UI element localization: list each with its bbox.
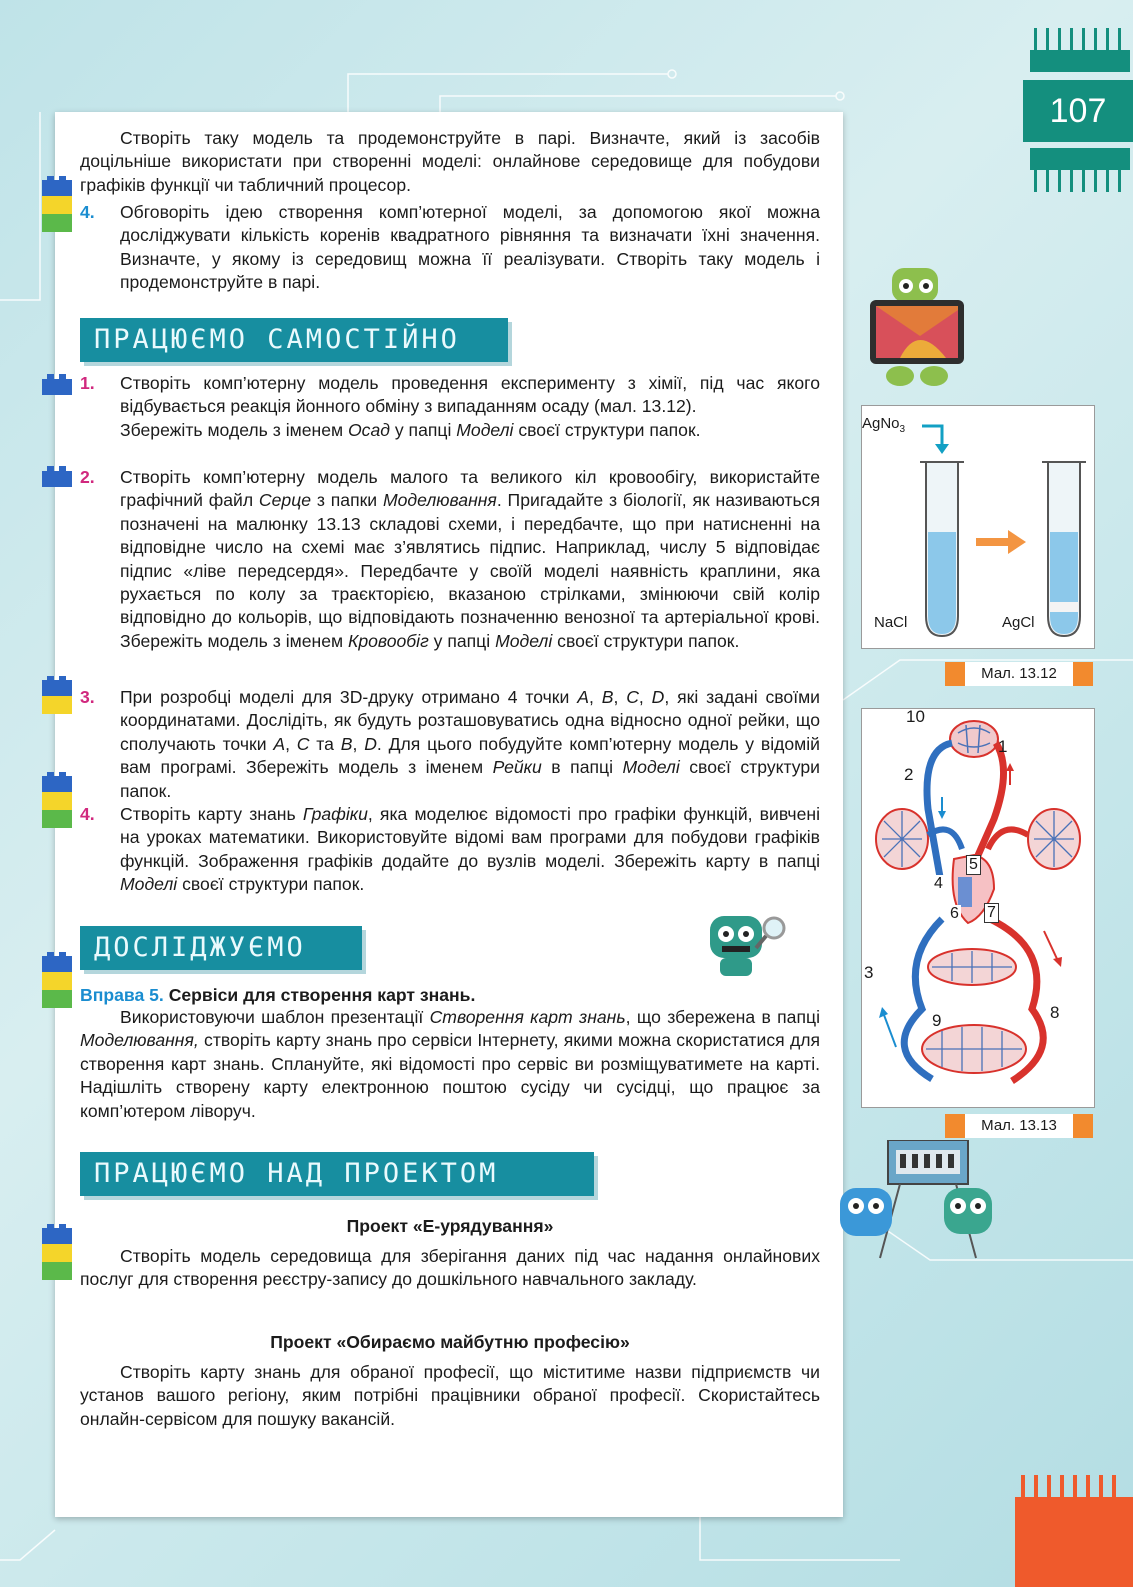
figure-circulation [861, 708, 1095, 1108]
block-stack-icon [40, 176, 74, 234]
diagram-label: 4 [934, 875, 943, 892]
figure-caption-13-12: Мал. 13.12 [945, 662, 1093, 686]
diagram-label: 1 [998, 737, 1008, 756]
task-2: Створіть комп’ютерну модель малого та великого кіл кровообігу, використайте графічний файл Серце з папки Моделювання. Пригадайте з біології, як називаються позначені на малюнку 13.13 складові схеми, і передбачте, що при натисненні на відповідне число на схемі має з’являтись підпис. Наприклад, числу 5 відповідає підпис «ліве передсердя». Передбачте у своїй моделі наявність краплини, яка рухається по колу за траєкторією, вказаною стрілками, змінюючи свій колір відповідно до кольорів, що відповідають позначенню венозної та артеріальної крові. Збережіть модель з іменем Кровообіг у папці Моделі своєї структури папок. [120, 467, 820, 651]
bottom-comb [1015, 1465, 1133, 1587]
item-number: 2. [80, 467, 95, 487]
project-2-text: Створіть карту знань для обраної професії, що міститиме назви підприємств чи установ вашого регіону, яким потрібні працівники обраної професії. Скористайтесь онлайн-сервісом для пошуку вакансій. [80, 1362, 820, 1429]
item-number: 4. [80, 202, 95, 222]
page-number: 107 [1023, 80, 1133, 142]
section-banner-research: ДОСЛІДЖУЄМО [80, 926, 362, 970]
agcl-label: AgCl [1002, 614, 1035, 631]
diagram-label: 3 [864, 963, 874, 982]
task-1: Створіть комп’ютерну модель проведення експерименту з хімії, під час якого відбувається реакція йонного обміну з випаданням осаду (мал. 13.12). Збережіть модель з іменем Осад у папці Моделі своєї структури папок. [120, 373, 820, 440]
exercise-5-text: Використовуючи шаблон презентації Створення карт знань, що збережена в папці Моделювання, створіть карту знань про сервіси Інтернету, якими можна скористатися для створення карт знань. Сплануйте, які відомості про сервіс ви розміщуватимете на карті. Надішліть створену карту електронною поштою сусіду чи сусідці, що працює за комп’ютером ліворуч. [80, 1007, 820, 1121]
block-stack-icon [40, 952, 74, 1010]
figure-caption-13-13: Мал. 13.13 [945, 1114, 1093, 1138]
project-1-text: Створіть модель середовища для зберігання даних під час надання онлайнових послуг для створення реєстру-запису до дошкільного навчального закладу. [80, 1246, 820, 1290]
item-number: 4. [80, 804, 95, 824]
diagram-label: 6 [950, 905, 959, 922]
intro-paragraph: Створіть таку модель та продемонструйте в парі. Визначте, який із засобів доцільніше використати при створенні моделі: онлайнове середовище для побудови графіків функції чи табличний процесор. [80, 128, 820, 195]
reagent-label: AgNo$_3$ [862, 415, 906, 435]
diagram-label: 9 [932, 1011, 942, 1030]
diagram-label: 7 [984, 903, 999, 923]
diagram-label: 10 [906, 707, 925, 726]
robot-magnifier-illustration [700, 912, 786, 982]
circulation-diagram [862, 709, 1094, 1107]
task-4: Створіть карту знань Графіки, яка моделює відомості про графіки функцій, вивчені на уроках математики. Використовуйте відомі вам програми для побудови графіків функцій. Зображення графіків додайте до вузлів моделі. Збережіть карту в папці Моделі своєї структури папок. [120, 804, 820, 895]
item-number: 1. [80, 373, 95, 393]
diagram-label: 5 [966, 855, 981, 875]
block-stack-icon [40, 1224, 74, 1282]
section-banner-project: ПРАЦЮЄМО НАД ПРОЕКТОМ [80, 1152, 594, 1196]
item-number: 3. [80, 687, 95, 707]
block-stack-icon [40, 772, 74, 830]
project-2-title: Проект «Обираємо майбутню професію» [270, 1332, 630, 1352]
block-stack-icon [40, 676, 74, 716]
intro-item-4: Обговоріть ідею створення комп’ютерної моделі, за допомогою якої можна досліджувати кількість коренів квадратного рівняння та визначати їхні значення. Визначте, у якому із середовищ можна її реалізувати. Створіть таку модель і продемонструйте в парі. [120, 202, 820, 293]
diagram-label: 2 [904, 765, 914, 784]
exercise-heading: Вправа 5. Сервіси для створення карт знань. [80, 985, 476, 1005]
robots-presentation-illustration [840, 1140, 1020, 1260]
block-icon [40, 466, 74, 488]
test-tubes-illustration [862, 406, 1094, 648]
section-banner-independent: ПРАЦЮЄМО САМОСТІЙНО [80, 318, 508, 362]
block-icon [40, 374, 74, 396]
project-1-title: Проект «Е-урядування» [346, 1216, 554, 1236]
figure-chemistry [861, 405, 1095, 649]
nacl-label: NaCl [874, 614, 908, 631]
task-3: При розробці моделі для 3D-друку отримано 4 точки A, B, C, D, які задані своїми координатами. Дослідіть, як будуть розташовуватись одна відносно одної рейки, що сполучають точки A, C та B, D. Для цього побудуйте комп’ютерну модель у відомій вам програмі. Збережіть модель з іменем Рейки в папці Моделі своєї структури папок. [120, 687, 821, 801]
robot-tablet-illustration [870, 266, 964, 388]
diagram-label: 8 [1050, 1003, 1060, 1022]
